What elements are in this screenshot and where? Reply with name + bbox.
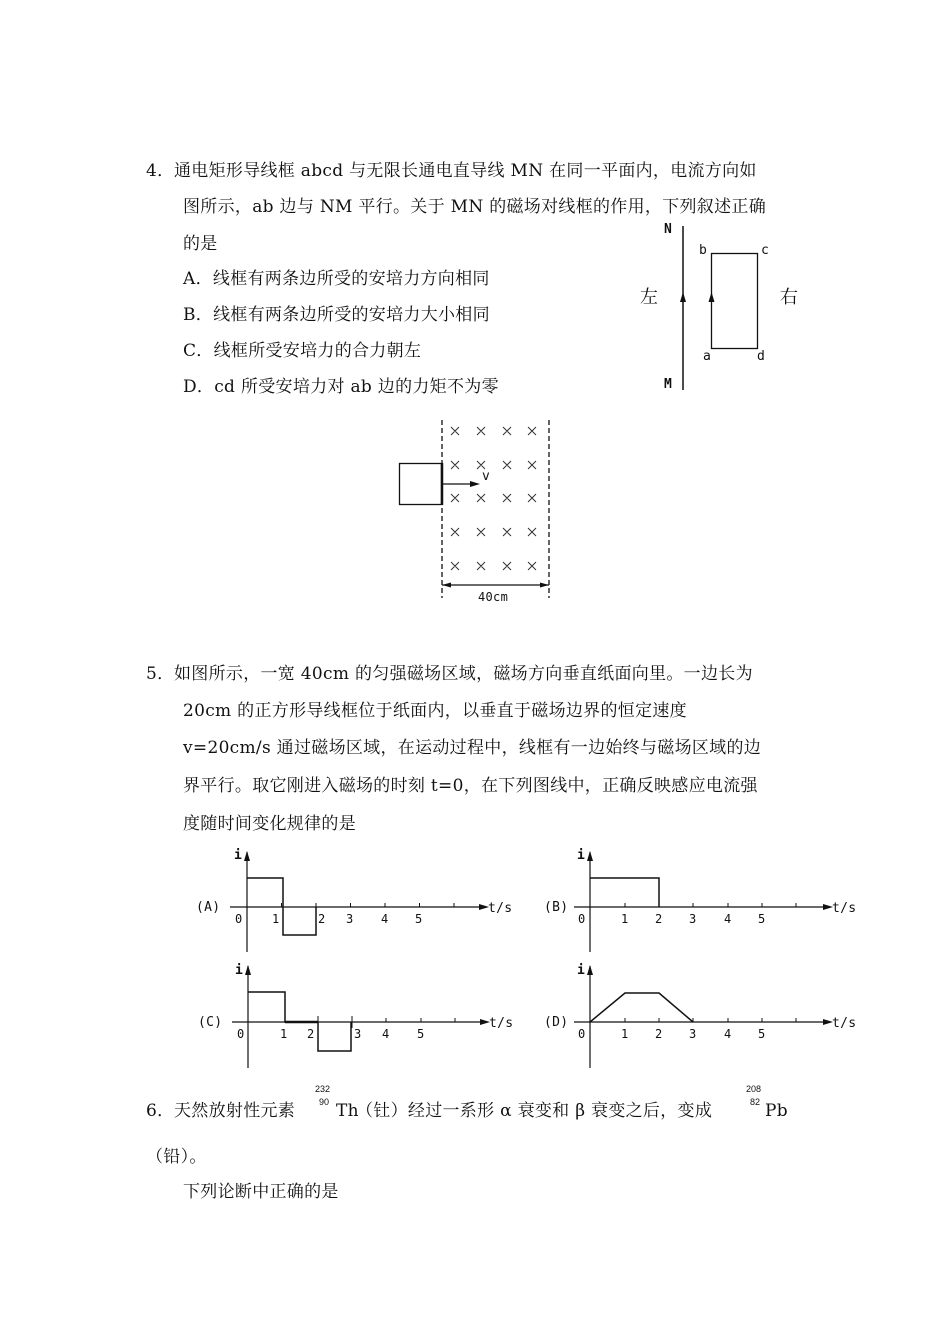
tick-label: 5 bbox=[415, 912, 423, 926]
pb-mass-number: 208 bbox=[746, 1084, 762, 1094]
graph-b-xlabel: t/s bbox=[832, 901, 857, 916]
wire-label-n: N bbox=[664, 222, 673, 237]
th-atomic-number: 90 bbox=[319, 1097, 330, 1107]
q4-text-line1: 通电矩形导线框 abcd 与无限长通电直导线 MN 在同一平面内，电流方向如 bbox=[174, 161, 757, 181]
q6-text-line3: 下列论断中正确的是 bbox=[183, 1182, 339, 1202]
option-label: C． bbox=[183, 341, 214, 361]
y-axis-arrow-icon bbox=[244, 851, 250, 861]
label-right: 右 bbox=[780, 287, 799, 308]
tick-label: 3 bbox=[346, 912, 354, 926]
tick-label: 4 bbox=[724, 912, 732, 926]
y-axis-arrow-icon bbox=[245, 965, 251, 975]
q5-text-line2: 20cm 的正方形导线框位于纸面内，以垂直于磁场边界的恒定速度 bbox=[183, 701, 687, 721]
graph-d-ylabel: i bbox=[577, 963, 586, 978]
wire-label-m: M bbox=[664, 377, 673, 392]
q5-text-line4: 界平行。取它刚进入磁场的时刻 t=0，在下列图线中，正确反映感应电流强 bbox=[183, 776, 758, 796]
tick-label: 4 bbox=[382, 1027, 390, 1041]
th-symbol: Th bbox=[336, 1101, 359, 1121]
q5-text-line5: 度随时间变化规律的是 bbox=[183, 814, 356, 834]
y-axis-arrow-icon bbox=[587, 851, 593, 861]
y-axis-arrow-icon bbox=[587, 965, 593, 975]
q6-number: 6． bbox=[146, 1101, 175, 1121]
corner-c: c bbox=[761, 243, 770, 258]
tick-label: 2 bbox=[318, 912, 326, 926]
tick-label: 0 bbox=[237, 1027, 245, 1041]
tick-label: 2 bbox=[307, 1027, 315, 1041]
graph-d-label: (D) bbox=[544, 1015, 569, 1030]
tick-label: 0 bbox=[578, 912, 586, 926]
graph-a-label: (A) bbox=[196, 900, 221, 915]
corner-b: b bbox=[699, 243, 708, 258]
graph-c-ylabel: i bbox=[235, 963, 244, 978]
graph-d bbox=[574, 965, 833, 1068]
tick-label: 3 bbox=[354, 1027, 362, 1041]
tick-label: 1 bbox=[621, 1027, 629, 1041]
velocity-label: v bbox=[482, 469, 491, 484]
corner-a: a bbox=[703, 349, 712, 364]
graph-c-xlabel: t/s bbox=[489, 1016, 514, 1031]
graph-d-xlabel: t/s bbox=[832, 1016, 857, 1031]
graph-d-curve bbox=[590, 993, 693, 1022]
tick-label: 5 bbox=[758, 912, 766, 926]
option-label: D． bbox=[183, 377, 215, 397]
tick-label: 0 bbox=[578, 1027, 586, 1041]
q6-text-b: （钍）经过一系形 α 衰变和 β 衰变之后，变成 bbox=[356, 1101, 713, 1121]
graph-a bbox=[230, 851, 489, 952]
tick-label: 2 bbox=[655, 1027, 663, 1041]
graph-b bbox=[574, 851, 833, 952]
graph-c-label: (C) bbox=[198, 1015, 223, 1030]
graph-c bbox=[232, 965, 490, 1068]
q4-number: 4． bbox=[146, 161, 175, 181]
graph-b-curve bbox=[590, 878, 659, 907]
option-text: cd 所受安培力对 ab 边的力矩不为零 bbox=[214, 377, 499, 397]
graph-a-ylabel: i bbox=[234, 848, 243, 863]
tick-label: 3 bbox=[689, 912, 697, 926]
q4-text-line2: 图所示，ab 边与 NM 平行。关于 MN 的磁场对线框的作用，下列叙述正确 bbox=[183, 197, 766, 217]
tick-label: 1 bbox=[272, 912, 280, 926]
tick-label: 4 bbox=[381, 912, 389, 926]
tick-label: 5 bbox=[417, 1027, 425, 1041]
tick-label: 0 bbox=[235, 912, 243, 926]
th-mass-number: 232 bbox=[315, 1084, 331, 1094]
tick-label: 5 bbox=[758, 1027, 766, 1041]
pb-atomic-number: 82 bbox=[750, 1097, 761, 1107]
width-label: 40cm bbox=[478, 590, 509, 604]
option-label: A． bbox=[183, 269, 213, 289]
graph-b-label: (B) bbox=[544, 900, 569, 915]
tick-label: 1 bbox=[621, 912, 629, 926]
option-text: 线框有两条边所受的安培力方向相同 bbox=[212, 269, 490, 289]
graph-a-xlabel: t/s bbox=[488, 901, 513, 916]
tick-label: 2 bbox=[655, 912, 663, 926]
q5-text-line1: 如图所示，一宽 40cm 的匀强磁场区域，磁场方向垂直纸面向里。一边长为 bbox=[174, 664, 753, 684]
option-text: 线框所受安培力的合力朝左 bbox=[213, 341, 422, 361]
graph-b-ylabel: i bbox=[577, 848, 586, 863]
label-left: 左 bbox=[640, 287, 659, 308]
q6-text-line2: （铅）。 bbox=[146, 1147, 207, 1167]
q4-text-line3: 的是 bbox=[183, 234, 218, 254]
q5-text-line3: v=20cm/s 通过磁场区域，在运动过程中，线框有一边始终与磁场区域的边 bbox=[183, 738, 762, 758]
pb-symbol: Pb bbox=[765, 1101, 788, 1121]
q6-text-a: 天然放射性元素 bbox=[174, 1101, 296, 1121]
tick-label: 3 bbox=[689, 1027, 697, 1041]
tick-label: 4 bbox=[724, 1027, 732, 1041]
tick-label: 1 bbox=[280, 1027, 288, 1041]
q5-number: 5． bbox=[146, 664, 175, 684]
corner-d: d bbox=[757, 349, 766, 364]
option-label: B． bbox=[183, 305, 214, 325]
option-text: 线框有两条边所受的安培力大小相同 bbox=[213, 305, 490, 325]
